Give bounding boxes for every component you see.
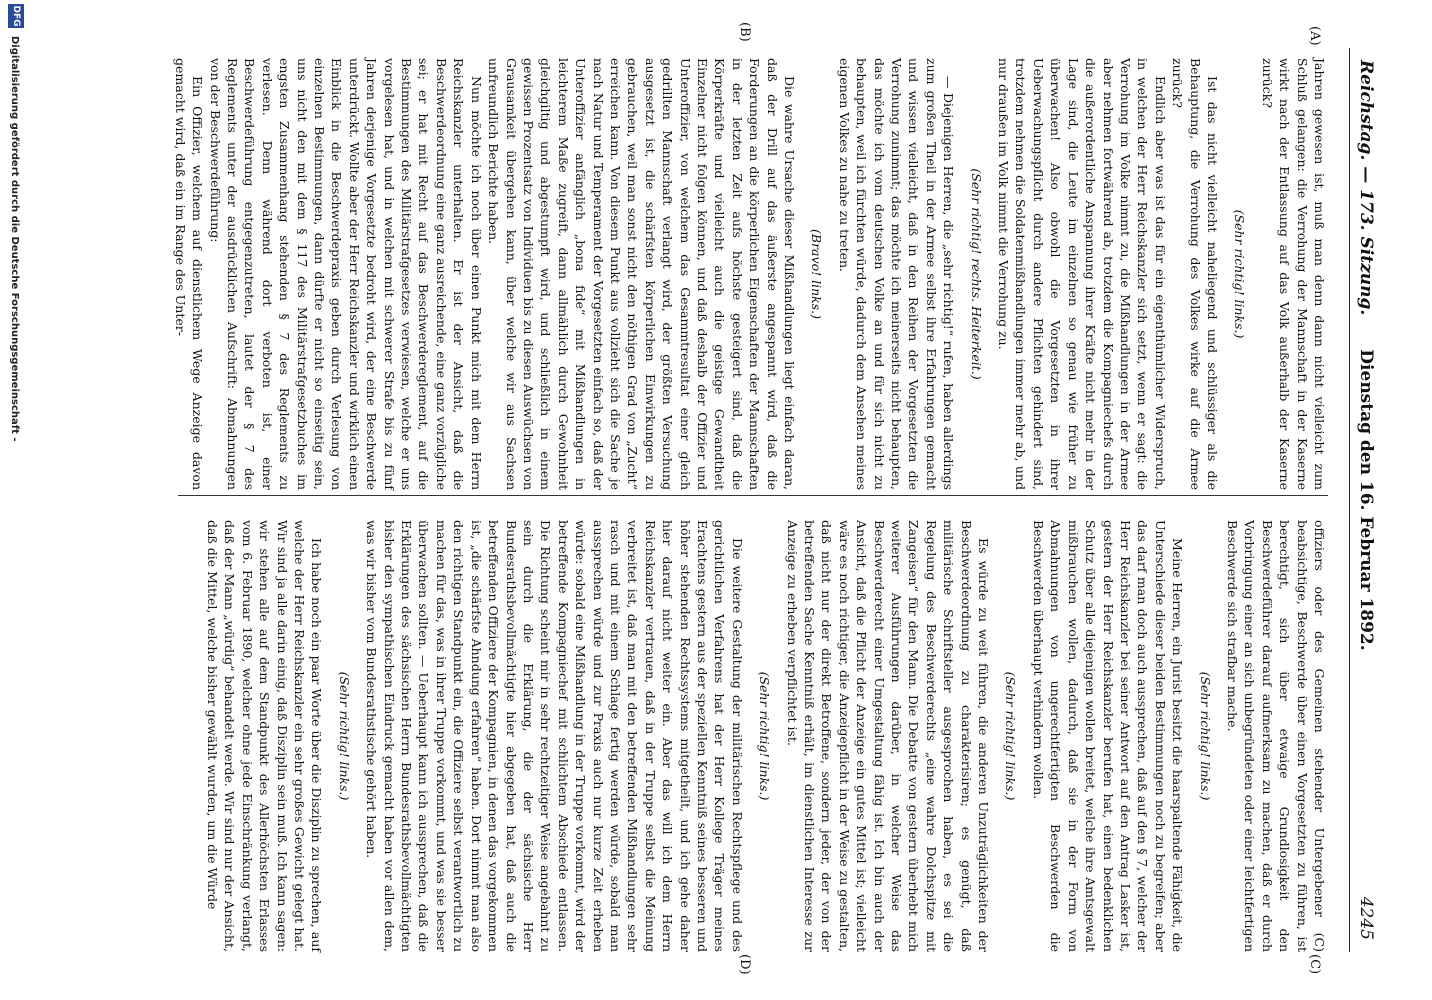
- paragraph: Meine Herren, ein Jurist besitzt die haarspaltende Fähigkeit, die Unterschiede dieser beiden Bestimmungen noch zu begreifen; aber das darf man doch auch aussprechen, daß auf den § 7, welcher der Herr Reichskanzler bei seiner Antwort auf den Antrag Lasker ist, gestern der Herr Reichskanzler berufen hat, einen bedenklichen Schutz über alle diejenigen wollen breitet, welche ihre Amtsgewalt mißbrauchen wollen, dadurch, daß sie in der Form von Abmahnungen von ungerechtfertigten Beschwerden die Beschwerden überhaupt verhindern wollen.: [1030, 520, 1186, 952]
- interjection: (Sehr richtig! links.): [1197, 671, 1213, 801]
- paragraph: Endlich aber was ist das für ein eigenthümlicher Widerspruch, in welchen der Herr Reichskanzler sich setzt, wenn er sagt: die Verrohung im Volke nimmt zu, die Mißhandlungen in der Armee aber nehmen fortwährend ab, trotzdem die Kompagniechefs durch die außerordentliche Anspannung ihrer Kräfte nicht mehr in der Lage sind, die Leute im einzelnen so genau wie früher zu überwachen! Also obwohl die Vorgesetzten in ihrer Ueberwachungspflicht durch andere Pflichten gehindert sind, trotzdem nehmen die Soldatenmißhandlungen immer mehr ab, und nur draußen im Volk nimmt die Verrohung zu.: [996, 58, 1168, 490]
- left-column: [172, 58, 1328, 490]
- paragraph: — Diejenigen Herren, die „sehr richtig!“ rufen, haben allerdings zum großen Theil in der Armee selbst ihre Erfahrungen gemacht und wissen vielleicht, daß in den Reihen der Vorgesetzten die Verrohung zunimmt; das möchte ich meinerseits nicht behaupten, das möchte ich vom deutschen Volke an und für sich nicht zu behaupten, weil ich fürchten würde, dadurch dem Ansehen meines eigenen Volkes zu nahe zu treten.: [836, 58, 957, 490]
- digitization-credit: [2, 0, 28, 1000]
- page-number: 4245: [1356, 896, 1376, 940]
- header-left: Reichstag. — 173. Sitzung.: [1356, 60, 1376, 316]
- paragraph: Ist das nicht vielleicht naheliegend und schlüssiger als die Behauptung, die Verrohung des Volkes wirke auf die Armee zurück?: [1170, 58, 1220, 490]
- paragraph: Nun möchte ich noch über einen Punkt mich mit dem Herrn Reichskanzler unterhalten. Er ist der Ansicht, daß die Beschwerdeordnung eine ganz ausreichende, eine ganz vorzügliche sei; er hat mit Recht auf das Beschwerdereglement, auf die Bestimmungen des Militärstrafgesetzes verwiesen, welche er uns vorgelesen hat, und in welchen mit schwerer Strafe bis zu fünf Jahren derjenige Vorgesetzte bedroht wird, der eine Beschwerde unterdrückt. Wollte aber der Herr Reichskanzler und wirklich einen Einblick in die Beschwerdepraxis geben durch Verlesung von einzelnen Bestimmungen, dann dürfte er nicht so einseitig sein, uns nicht den mit dem § 117 des Militärstrafgesetzbuches im engsten Zusammenhang stehenden § 7 des Reglements zu verlesen. Denn während dort verboten ist, einer Beschwerdeführung entgegenzutreten, lautet der § 7 des Reglements unter der ausdrücklichen Aufschrift: Abmahnungen von der Beschwerdeführung:: [207, 58, 484, 490]
- paragraph: Ich habe noch ein paar Worte über die Disziplin zu sprechen, auf welche der Herr Reichskanzler ein sehr großes Gewicht gelegt hat. Wir sind ja alle darin einig, daß Disziplin sein muß. Ich kann sagen: wir stehen alle auf dem Standpunkt des Allerhöchsten Erlasses vom 6. Februar 1890, welcher ohne jede Einschränkung verlangt, daß der Mann „würdig“ behandelt werde. Wir sind nur der Ansicht, daß die Mittel, welche bisher gewählt wurden, um die Würde: [205, 520, 325, 952]
- header-rule: [1349, 48, 1350, 952]
- digitization-credit-text: Digitalisierung gefördert durch die Deutsche Forschungsgemeinschaft -: [9, 36, 20, 442]
- interjection: (Sehr richtig! rechts. Heiterkeit.): [968, 168, 984, 380]
- paragraph: Es würde zu weit führen, die anderen Unzuträglichkeiten der Beschwerdeordnung zu charakterisiren; es genügt, daß militärische Schriftsteller ausgesprochen haben, es sei die Regelung des Beschwerderechts „eine wahre Dolchspitze mit Zangeisen“ für den Mann. Die Debatte von gestern überhebt mich weiterer Ausführungen darüber, in welcher Weise das Beschwerderecht einer Umgestaltung fähig ist. Ich bin auch der Ansicht, daß die Pflicht der Anzeige ein gutes Mittel ist; vielleicht wäre es noch richtiger, die Anzeigepflicht in der Weise zu gestalten, daß nicht nur der direkt Betroffene, sondern jeder, der von der betreffenden Sache Kenntniß erhält, im dienstlichen Interesse zur Anzeige zu erheben verpflichtet ist.: [784, 520, 992, 952]
- paragraph: Jahren gewesen ist, muß man denn dann nicht vielleicht zum Schluß gelangen: die Verrohung der Mannschaft in der Kaserne wirkt nach der Entlassung auf das Volk außerhalb der Kaserne zurück?: [1259, 58, 1327, 490]
- margin-marker-b: (B): [737, 22, 752, 42]
- dfg-logo: DFG: [8, 4, 24, 28]
- margin-marker-d: (D): [737, 954, 752, 975]
- paragraph: Die wahre Ursache dieser Mißhandlungen liegt einfach daran, daß der Drill auf das äußerste angespannt wird, daß die Forderungen an die körperlichen Eigenschaften der Mannschaften in der letzten Zeit aufs höchste gesteigert sind, daß die Körperkräfte und vielleicht auch die geistige Gewandtheit Einzelner nicht folgen können, und daß deshalb der Offizier und Unteroffizier, von welchem das Gesammtresultat einer gleich gedrillten Mannschaft verlangt wird, der größten Versuchung ausgesetzt ist, die schärfsten körperlichen Einwirkungen zu gebrauchen, weil man sonst nicht den nöthigen Grad von „Zucht“ erreichen kann. Von diesem Punkt aus vollzieht sich die Sache je nach Natur und Temperament der Vorgesetzten einfach so, daß der Unteroffizier anfänglich „bona fide“ mit Mißhandlungen in leichterem Maße zugreift, dann allmählich durch Gewohnheit gleichgiltig und abgestumpft wird, und schließlich in einem gewissen Prozentsatz von Individuen bis zu diesen Auswüchsen von Grausamkeit übergehen kann, über welche wir aus Sachsen unfreundlich Berichte haben.: [486, 58, 798, 490]
- paragraph: Ein Offizier, welchem auf dienstlichem Wege Anzeige davon gemacht wird, daß ein im Range des Unter-: [172, 58, 206, 490]
- margin-marker-a: (A): [1307, 26, 1322, 46]
- header-date: Dienstag den 16. Februar 1892.: [1356, 349, 1376, 651]
- interjection: (Sehr richtig! links.): [1003, 671, 1019, 801]
- right-column: [178, 520, 1328, 952]
- column-divider: [178, 495, 1328, 496]
- interjection: (Sehr richtig! links.): [336, 671, 352, 801]
- interjection: (Sehr richtig! links.): [1232, 209, 1248, 339]
- paragraph: Die weitere Gestaltung der militärischen Rechtspflege und des gerichtlichen Verfahrens hat der Herr Kollege Träger meines Erachtens gestern aus der speziellen Kenntniß seines besseren und höher stehenden Rechtssystems mitgetheilt, und ich gehe daher hier darauf nicht weiter ein. Aber das will ich dem Herrn Reichskanzler vertrauen, daß in der Truppe selbst die Meinung verbreitet ist, daß man mit den betreffenden Mißhandlungen sehr rasch und mit einem Schlage fertig werden würde, sobald man aussprechen würde und zur Praxis auch nur kurze Zeit erheben würde: sobald eine Mißhandlung in der Truppe vorkommt, wird der betreffende Kompagniechef mit schlichtem Abschiede entlassen. Die Richtung scheint mir in sehr rechtzeitiger Weise angebahnt zu sein durch die Erklärung, die der sächsische Herr Bundesrathsbevollmächtigte hier abgegeben hat, daß auch die betreffenden Offiziere der Kompagnien, in denen das vorgekommen ist, „die schärfste Ahndung erfahren“ haben. Dort nimmt man also den richtigen Standpunkt ein, die Offiziere selbst verantwortlich zu machen für das, was in ihrer Truppe vorkommt, und was sie besser überwachen sollten. — Ueberhaupt kann ich aussprechen, daß die Erklärungen des sächsischen Herrn Bundesrathsbevollmächtigten bisher den sympathischen Eindruck gemacht haben vor allen dem, was wir bisher vom Bundesrathstische gehört haben.: [364, 520, 745, 952]
- interjection: (Sehr richtig! links.): [757, 671, 773, 801]
- margin-marker-c: (C): [1307, 954, 1322, 975]
- page-header: [1344, 48, 1402, 952]
- paragraph: offiziers oder des Gemeinen stehender Untergebener (C) beabsichtige, Beschwerde über einen Vorgesetzten zu führen, ist berechtigt, sich über etwaige Grundlosigkeit den Beschwerdeführer darauf aufmerksam zu machen, daß er durch Vorbringung einer an sich unbegründeten oder einer leichtfertigen Beschwerde sich strafbar mache.: [1224, 520, 1327, 952]
- interjection: (Bravo! links.): [809, 229, 825, 319]
